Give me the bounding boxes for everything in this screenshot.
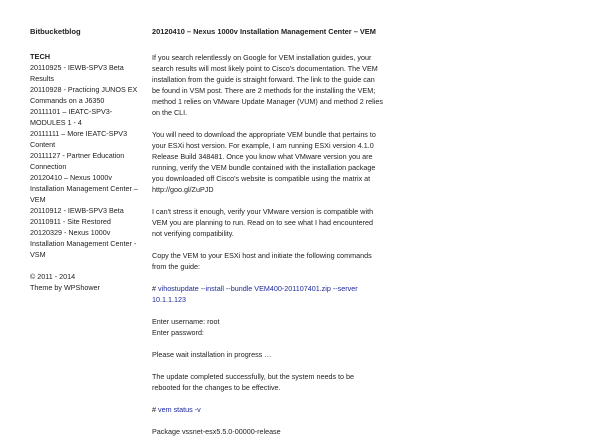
post-link[interactable]: 20111127 - Partner Education Connection <box>30 151 125 171</box>
command-text: vihostupdate --install --bundle VEM400-201107401.zip --server 10.1.1.123 <box>152 284 358 304</box>
command-prompt: # <box>152 405 156 414</box>
category-title: TECH <box>30 52 51 61</box>
post-link[interactable]: 20110925 - IEWB-SPV3 Beta Results <box>30 63 124 83</box>
post-link[interactable]: 20110928 - Practicing JUNOS EX Commands on a J6350 <box>30 85 138 105</box>
post-title: 20120410 – Nexus 1000v Installation Management Center – VEM <box>152 27 376 36</box>
theme-credit[interactable]: Theme by WPShower <box>30 283 100 292</box>
command-text: vem status -v <box>158 405 201 414</box>
site-title[interactable]: Bitbucketblog <box>30 27 81 36</box>
footer <box>30 271 142 293</box>
update-result: The update completed successfully, but the system needs to be rebooted for the changes to be effective. <box>152 372 355 392</box>
login-username-line: Enter username: root <box>152 317 220 326</box>
login-password-line: Enter password: <box>152 328 204 337</box>
post-link[interactable]: 20110911 - Site Restored <box>30 217 111 226</box>
install-progress: Please wait installation in progress … <box>152 350 272 359</box>
post-content <box>152 26 384 448</box>
post-link[interactable]: 20120329 - Nexus 1000v Installation Management Center - VSM <box>30 228 137 259</box>
package-line: Package vssnet-esx5.5.0-00000-release <box>152 427 281 436</box>
login-block <box>152 316 384 338</box>
command-status <box>152 404 384 415</box>
post-link[interactable]: 20111101 – IEATC-SPV3-MODULES 1 - 4 <box>30 107 113 127</box>
post-link[interactable]: 20120410 – Nexus 1000v Installation Management Center – VEM <box>30 173 138 204</box>
post-paragraph-intro: If you search relentlessly on Google for VEM installation guides, your search results will most likely point to Cisco's documentation. The VEM installation from the guide is straight forward. The link to the guide can be found in VSM post. There are 2 methods for the installing the VEM; method 1 relies on VMware Update Manager (VUM) and method 2 relies on the CLI. <box>152 53 383 117</box>
post-paragraph-copy: Copy the VEM to your ESXi host and initiate the following commands from the guide: <box>152 251 372 271</box>
copyright: © 2011 - 2014 <box>30 272 76 281</box>
post-paragraph-warning: I can't stress it enough, verify your VMware version is compatible with VEM you are planning to run. Read on to see what I had encountered not verifying compatibility. <box>152 207 374 238</box>
sidebar <box>30 26 142 293</box>
post-list <box>30 62 142 260</box>
command-install <box>152 283 384 305</box>
post-paragraph-bundle: You will need to download the appropriate VEM bundle that pertains to your ESXi host version. For example, I am running ESXi version 4.1.0 Release Build 348481. Once you know what VMware version you are running, verify the VEM bundle contained with the installation package you downloaded off Cisco's website is compatible using the matrix at http://goo.gl/ZuPJD <box>152 130 376 194</box>
post-link[interactable]: 20111111 – More IEATC-SPV3 Content <box>30 129 128 149</box>
command-prompt: # <box>152 284 156 293</box>
post-link[interactable]: 20110912 - IEWB-SPV3 Beta <box>30 206 124 215</box>
